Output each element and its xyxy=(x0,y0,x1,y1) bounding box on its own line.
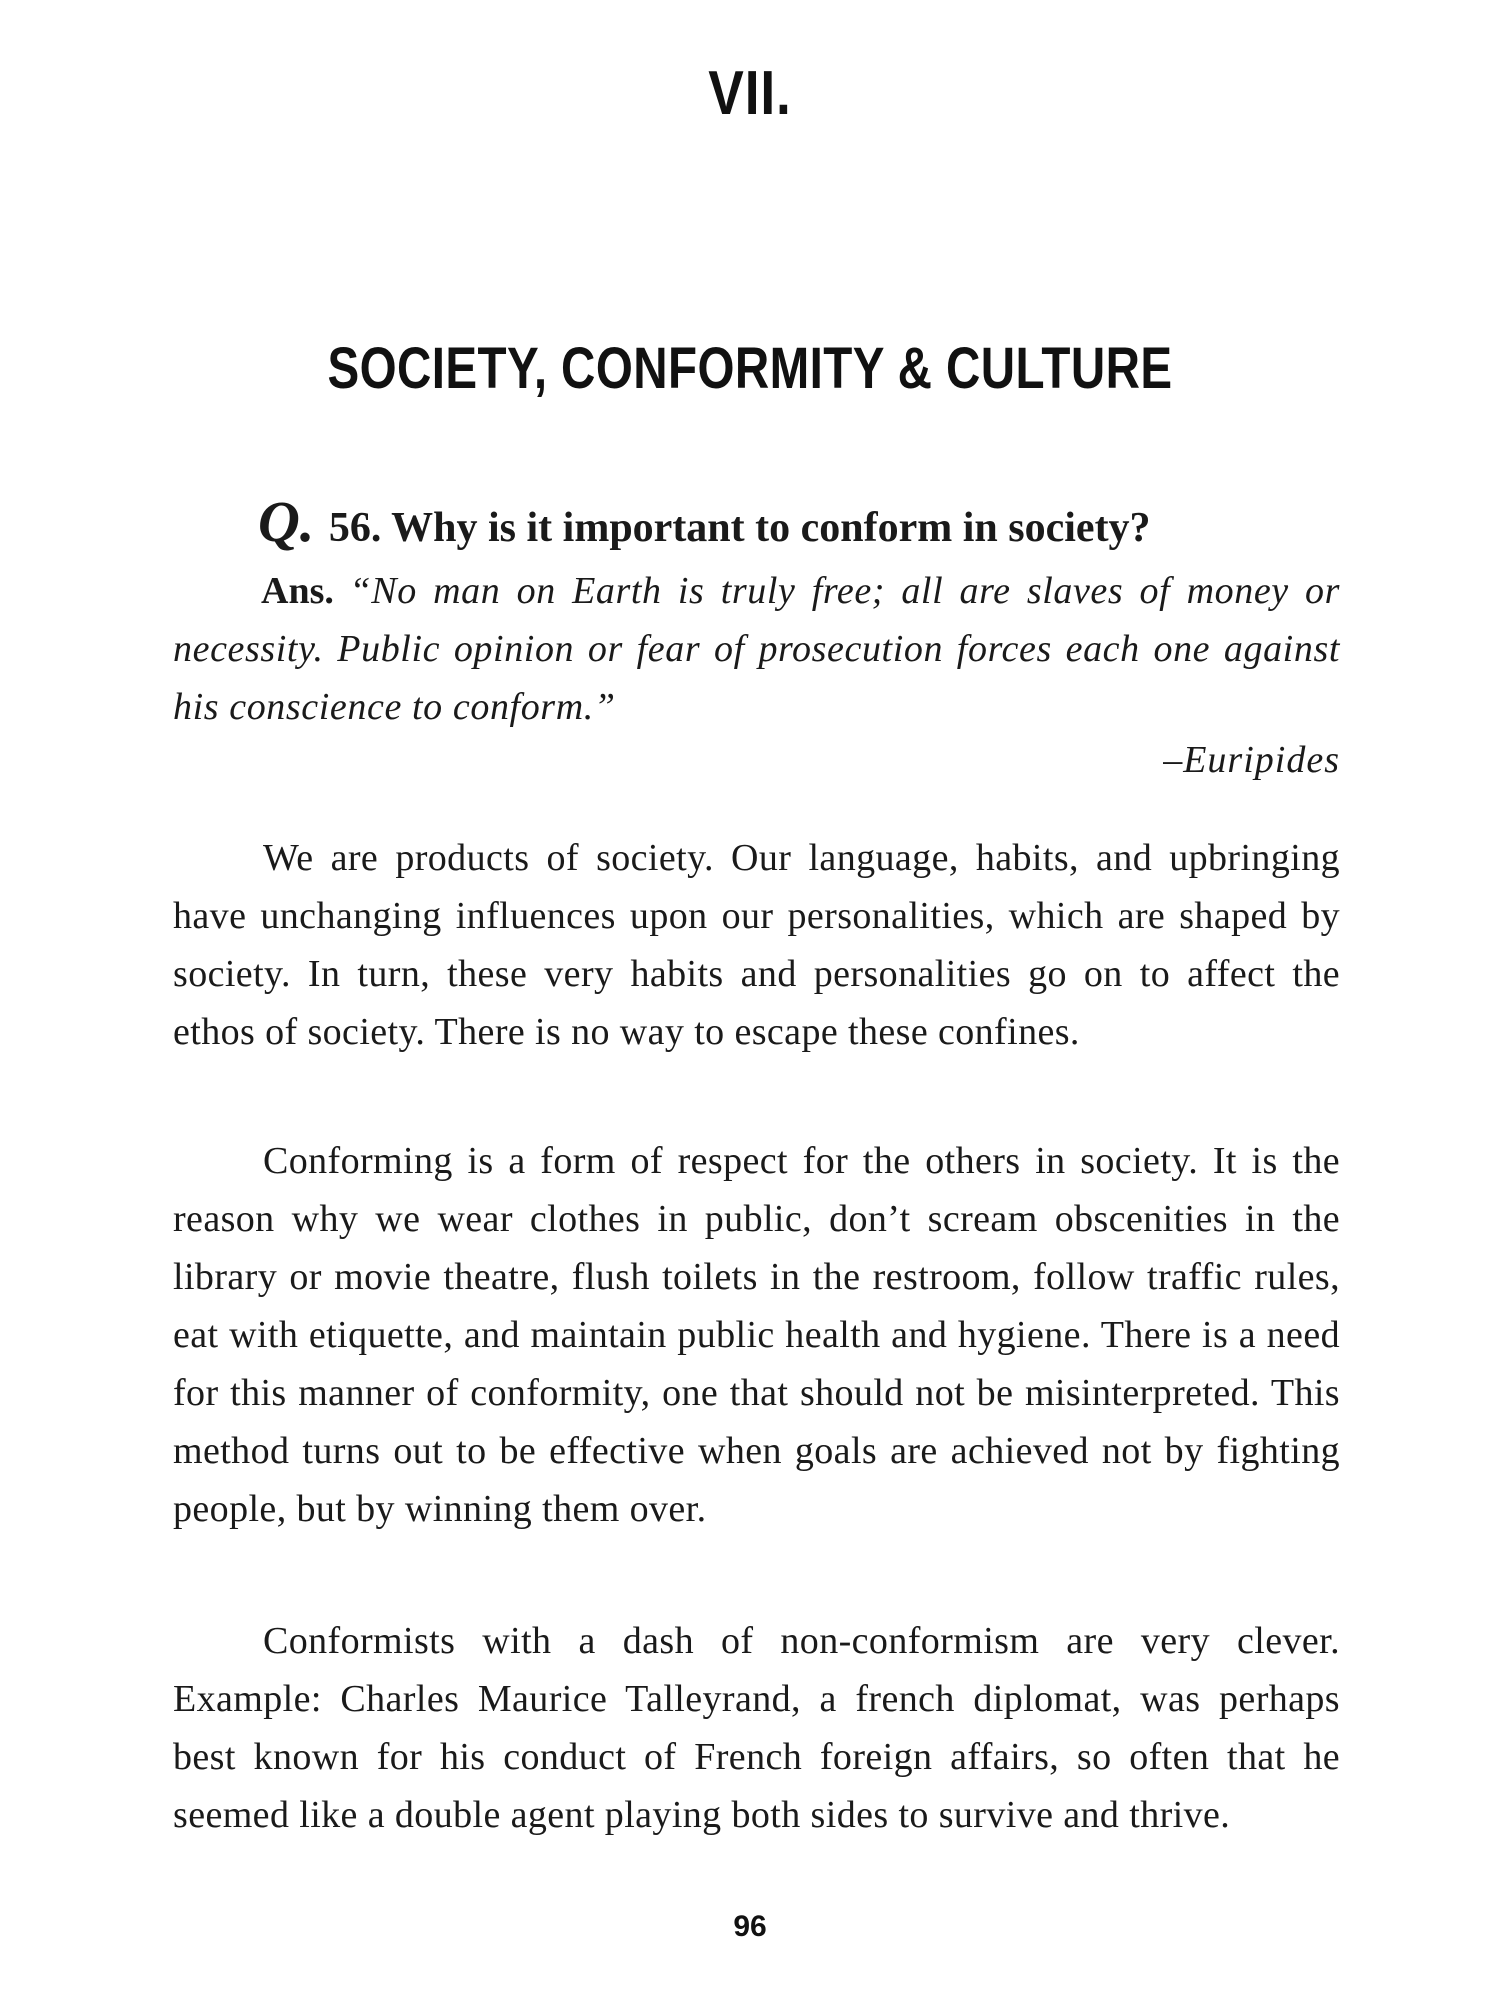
body-paragraph-2: Conforming is a form of respect for the others in society. It is the reason why we wear clothes in public, don’t scream obscenities in the library or movie theatre, flush toilets in the restroom, follow traffic rules, eat with etiquette, and maintain public health and hygiene. There is a need for this manner of conformity, one that should not be misinterpreted. This method turns out to be effective when goals are achieved not by fighting people, but by winning them over. xyxy=(173,1140,1340,1530)
chapter-number: VII. xyxy=(708,59,792,128)
question-letter: Q. xyxy=(258,489,315,554)
chapter-title: SOCIETY, CONFORMITY & CULTURE xyxy=(327,336,1173,401)
question-text: 56. Why is it important to conform in society? xyxy=(328,505,1151,551)
quote-attribution: –Euripides xyxy=(1163,739,1340,781)
answer-quote: “No man on Earth is truly free; all are slaves of money or necessity. Public opinion or fear of prosecution forces each one against his conscience to conform.” xyxy=(173,570,1340,728)
body-paragraph-1: We are products of society. Our language, habits, and upbringing have unchanging influences upon our personalities, which are shaped by society. In turn, these very habits and personalities go on to affect the ethos of society. There is no way to escape these confines. xyxy=(173,837,1340,1053)
page-number: 96 xyxy=(733,1910,767,1943)
answer-label: Ans. xyxy=(261,570,334,612)
answer-quote-block xyxy=(173,562,1340,736)
question-heading xyxy=(258,490,1358,560)
body-paragraph-3: Conformists with a dash of non-conformism are very clever. Example: Charles Maurice Talleyrand, a french diplomat, was perhaps best known for his conduct of French foreign affairs, so often that he seemed like a double agent playing both sides to survive and thrive. xyxy=(173,1620,1340,1836)
